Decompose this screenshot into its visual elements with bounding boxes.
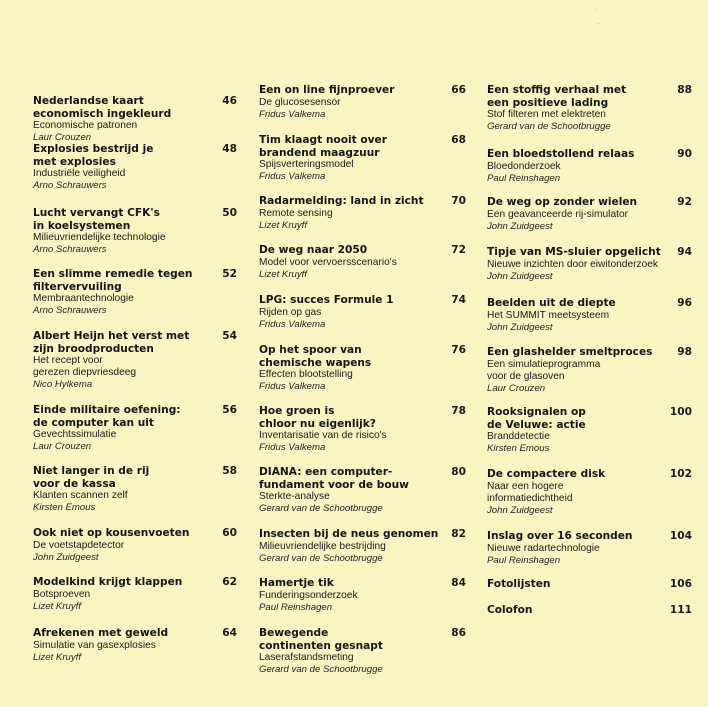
entry-author: John Zuidgeest (487, 220, 553, 232)
page-number: 60 (222, 527, 237, 539)
entry-author: Kirsten Emous (33, 502, 96, 514)
toc-entry (33, 627, 168, 664)
page-number: 78 (451, 405, 466, 417)
page-number: 62 (222, 576, 237, 588)
entry-subtitle: Model voor vervoersscenario's (259, 256, 397, 268)
toc-entry (487, 148, 634, 185)
entry-subtitle: Industriële veiligheid (33, 168, 126, 179)
entry-author: Paul Reinshagen (259, 601, 333, 613)
page-number: 46 (222, 95, 237, 107)
toc-entry (259, 466, 409, 515)
entry-subtitle: voor de glasoven (487, 370, 565, 382)
entry-subtitle: Laserafstandsmeting (259, 652, 354, 663)
toc-entry (487, 297, 616, 334)
entry-subtitle: Rijden op gas (259, 306, 322, 318)
entry-author: Fridus Valkema (259, 442, 326, 454)
entry-subtitle: Funderingsonderzoek (259, 589, 358, 601)
entry-title: chloor nu eigenlijk? (259, 417, 376, 430)
entry-author: Laur Crouzen (33, 132, 92, 144)
page-number: 76 (451, 344, 466, 356)
toc-entry (259, 134, 387, 183)
entry-title: De weg naar 2050 (259, 244, 368, 256)
entry-author: Lizet Kruyff (259, 268, 307, 280)
entry-author: John Zuidgeest (487, 270, 553, 282)
entry-title: Een glashelder smeltproces (487, 346, 653, 358)
entry-subtitle: Branddetectie (487, 431, 550, 442)
toc-entry (33, 95, 171, 144)
toc-entry (487, 468, 605, 517)
toc-entry (33, 330, 189, 391)
entry-subtitle: Membraantechnologie (33, 293, 134, 304)
corner-mark: · (594, 4, 597, 14)
entry-subtitle: informatiedichtheid (487, 492, 573, 504)
entry-title: Een stoffig verhaal met (487, 84, 627, 96)
entry-title: voor de kassa (33, 477, 116, 490)
toc-entry (33, 268, 192, 317)
page-number: 111 (669, 604, 692, 616)
toc-entry (259, 405, 387, 454)
page-number: 100 (669, 406, 692, 418)
entry-title: continenten gesnapt (259, 639, 383, 652)
toc-entry (259, 528, 438, 565)
toc-entry (487, 84, 626, 133)
entry-subtitle: Stof filteren met elektreten (487, 109, 606, 120)
page-number: 94 (677, 246, 692, 258)
entry-title: Een on line fijnproever (259, 84, 395, 96)
entry-subtitle: Inventarisatie van de risico's (259, 430, 387, 441)
toc-entry (259, 294, 394, 331)
page-number: 72 (451, 244, 466, 256)
toc-entry (487, 578, 550, 591)
entry-subtitle: gerezen diepvriesdeeg (33, 367, 137, 379)
page-number: 106 (669, 578, 692, 590)
toc-entry (487, 406, 586, 455)
entry-title: Insecten bij de neus genomen (259, 528, 439, 540)
entry-subtitle: Milieuvriendelijke bestrijding (259, 540, 386, 552)
toc-entry (259, 84, 394, 121)
entry-author: Gerard van de Schootbrugge (259, 552, 383, 564)
entry-title: Ook niet op kousenvoeten (33, 527, 190, 539)
entry-author: Fridus Valkema (259, 381, 326, 393)
entry-author: Laur Crouzen (33, 441, 92, 453)
page-number: 68 (451, 134, 466, 146)
toc-entry (33, 404, 181, 453)
entry-subtitle: Een simulatieprogramma (487, 358, 601, 370)
entry-title: DIANA: een computer- (259, 466, 393, 478)
entry-title: in koelsystemen (33, 219, 131, 232)
page-number: 98 (677, 346, 692, 358)
entry-title: Op het spoor van (259, 344, 362, 356)
entry-subtitle: Naar een hogere (487, 480, 564, 492)
entry-author: John Zuidgeest (487, 321, 553, 333)
entry-title: Inslag over 16 seconden (487, 530, 633, 542)
entry-title: Tim klaagt nooit over (259, 134, 387, 146)
entry-author: Gerard van de Schootbrugge (487, 121, 611, 133)
entry-title: fundament voor de bouw (259, 478, 409, 491)
entry-subtitle: Het SUMMIT meetsysteem (487, 309, 610, 321)
entry-title: chemische wapens (259, 356, 372, 369)
entry-author: Nico Hylkema (33, 379, 93, 391)
page-number: 56 (222, 404, 237, 416)
page-number: 102 (669, 468, 692, 480)
entry-author: Fridus Valkema (259, 108, 326, 120)
entry-title: Niet langer in de rij (33, 465, 150, 477)
entry-subtitle: Het recept voor (33, 355, 103, 366)
entry-title: Colofon (487, 604, 533, 616)
entry-subtitle: Een geavanceerde rij-simulator (487, 208, 628, 220)
toc-entry (259, 627, 383, 676)
page-number: 88 (677, 84, 692, 96)
entry-subtitle: Effecten blootstelling (259, 369, 353, 380)
entry-title: Hamertje tik (259, 577, 334, 589)
entry-author: Lizet Kruyff (259, 219, 307, 231)
entry-author: Kirsten Emous (487, 443, 550, 455)
entry-title: Hoe groen is (259, 405, 335, 417)
page-number: 80 (451, 466, 466, 478)
toc-entry (259, 195, 424, 232)
page-number: 84 (451, 577, 466, 589)
entry-subtitle: De voetstapdetector (33, 539, 125, 551)
entry-title: Albert Heijn het verst met (33, 330, 190, 342)
entry-author: John Zuidgeest (487, 504, 553, 516)
entry-title: Bewegende (259, 627, 329, 639)
page-number: 66 (451, 84, 466, 96)
entry-subtitle: Botsproeven (33, 588, 91, 600)
entry-subtitle: Spijsverteringsmodel (259, 159, 354, 170)
entry-subtitle: Remote sensing (259, 207, 333, 219)
toc-entry (259, 577, 358, 614)
entry-title: brandend maagzuur (259, 146, 380, 159)
entry-subtitle: Sterkte-analyse (259, 491, 330, 502)
toc-entry (33, 207, 166, 256)
toc-entry (487, 346, 652, 395)
page-number: 96 (677, 297, 692, 309)
entry-author: Gerard van de Schootbrugge (259, 503, 383, 515)
toc-entry (487, 530, 632, 567)
entry-subtitle: De glucosesensor (259, 96, 341, 108)
entry-title: Radarmelding: land in zicht (259, 195, 424, 207)
page-number: 54 (222, 330, 237, 342)
entry-author: Arno Schrauwers (33, 305, 107, 317)
page-number: 64 (222, 627, 237, 639)
entry-author: Paul Reinshagen (487, 554, 561, 566)
entry-subtitle: Gevechtssimulatie (33, 429, 117, 440)
toc-entry (487, 246, 661, 283)
entry-title: Beelden uit de diepte (487, 297, 616, 309)
entry-subtitle: Nieuwe inzichten door eiwitonderzoek (487, 258, 659, 270)
page-number: 90 (677, 148, 692, 160)
entry-title: De weg op zonder wielen (487, 196, 638, 208)
entry-author: Paul Reinshagen (487, 172, 561, 184)
corner-mark: · (597, 18, 600, 28)
entry-author: Laur Crouzen (487, 382, 546, 394)
entry-title: economisch ingekleurd (33, 107, 172, 120)
entry-subtitle: Bloedonderzoek (487, 160, 561, 172)
page-number: 70 (451, 195, 466, 207)
toc-entry (259, 344, 371, 393)
entry-author: Lizet Kruyff (33, 600, 81, 612)
entry-author: Arno Schrauwers (33, 244, 107, 256)
entry-author: Fridus Valkema (259, 171, 326, 183)
toc-entry (33, 576, 182, 613)
toc-entry (33, 143, 153, 192)
entry-title: met explosies (33, 155, 116, 168)
entry-subtitle: Economische patronen (33, 120, 138, 131)
entry-author: Lizet Kruyff (33, 651, 81, 663)
entry-subtitle: Milieuvriendelijke technologie (33, 232, 166, 243)
page-number: 104 (669, 530, 692, 542)
entry-author: John Zuidgeest (33, 551, 99, 563)
entry-title: Een slimme remedie tegen (33, 268, 193, 280)
entry-author: Arno Schrauwers (33, 180, 107, 192)
entry-subtitle: Klanten scannen zelf (33, 490, 128, 501)
toc-entry (33, 527, 189, 564)
toc-entry (33, 465, 149, 514)
entry-subtitle: Nieuwe radartechnologie (487, 542, 600, 554)
entry-title: Explosies bestrijd je (33, 143, 154, 155)
entry-title: De compactere disk (487, 468, 606, 480)
entry-title: Rooksignalen op (487, 406, 586, 418)
page-number: 82 (451, 528, 466, 540)
entry-title: de computer kan uit (33, 416, 155, 429)
entry-title: Lucht vervangt CFK's (33, 207, 160, 219)
entry-title: de Veluwe: actie (487, 418, 586, 431)
entry-subtitle: Simulatie van gasexplosies (33, 639, 156, 651)
entry-title: Een bloedstollend relaas (487, 148, 635, 160)
entry-title: filtervervuiling (33, 280, 122, 293)
page-number: 86 (451, 627, 466, 639)
page-number: 48 (222, 143, 237, 155)
entry-title: Afrekenen met geweld (33, 627, 169, 639)
toc-entry (487, 604, 532, 617)
entry-title: Fotolijsten (487, 578, 551, 590)
entry-title: LPG: succes Formule 1 (259, 294, 394, 306)
entry-author: Fridus Valkema (259, 318, 326, 330)
entry-title: Nederlandse kaart (33, 95, 144, 107)
entry-title: Modelkind krijgt klappen (33, 576, 183, 588)
toc-entry (259, 244, 397, 281)
page-number: 74 (451, 294, 466, 306)
entry-title: Einde militaire oefening: (33, 404, 181, 416)
toc-entry (487, 196, 637, 233)
entry-author: Gerard van de Schootbrugge (259, 664, 383, 676)
entry-title: een positieve lading (487, 96, 609, 109)
page-number: 58 (222, 465, 237, 477)
page-number: 92 (677, 196, 692, 208)
entry-title: zijn broodproducten (33, 342, 154, 355)
page-number: 50 (222, 207, 237, 219)
entry-title: Tipje van MS-sluier opgelicht (487, 246, 661, 258)
page-number: 52 (222, 268, 237, 280)
